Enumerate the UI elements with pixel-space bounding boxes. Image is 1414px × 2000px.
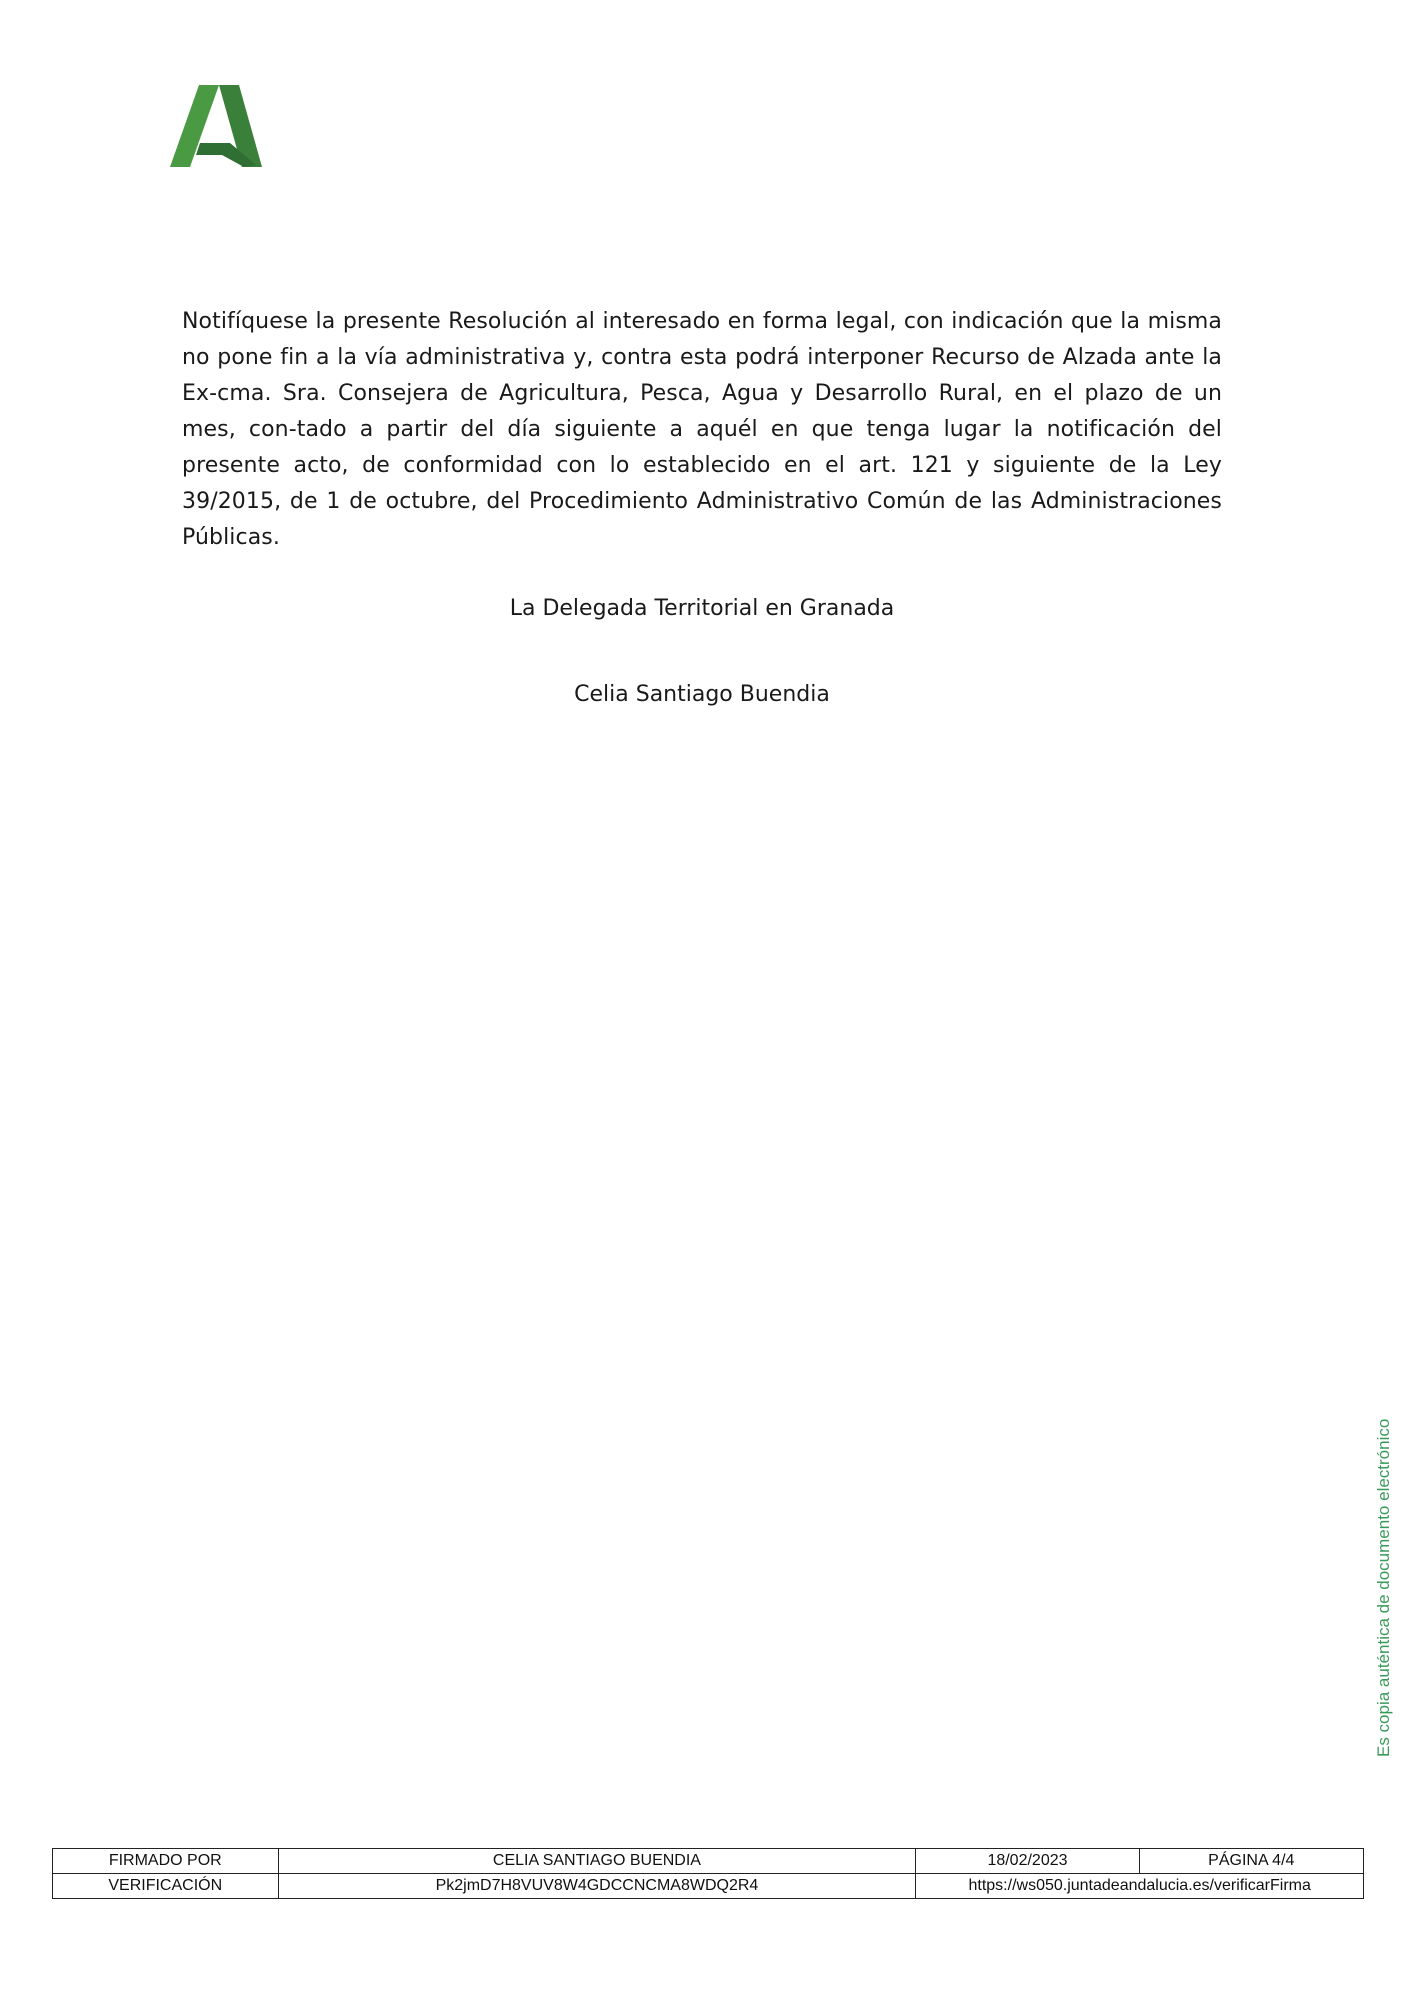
verification-url[interactable]: https://ws050.juntadeandalucia.es/verificarFirma: [916, 1874, 1364, 1899]
authentic-copy-note: Es copia auténtica de documento electrónico: [1374, 1418, 1393, 1757]
junta-de-andalucia-logo-icon: [170, 85, 262, 167]
signature-date: 18/02/2023: [916, 1849, 1139, 1874]
verification-code: Pk2jmD7H8VUV8W4GDCCNCMA8WDQ2R4: [278, 1874, 916, 1899]
page-number: PÁGINA 4/4: [1139, 1849, 1363, 1874]
signer-role: La Delegada Territorial en Granada: [509, 596, 895, 621]
verification-row: [53, 1874, 1364, 1899]
signature-verification-table: [52, 1848, 1364, 1899]
signer-name: Celia Santiago Buendia: [574, 682, 830, 707]
signed-by-label: FIRMADO POR: [53, 1849, 279, 1874]
signer-cell: CELIA SANTIAGO BUENDIA: [278, 1849, 916, 1874]
signed-by-row: [53, 1849, 1364, 1874]
verification-label: VERIFICACIÓN: [53, 1874, 279, 1899]
resolution-notification-paragraph: Notifíquese la presente Resolución al interesado en forma legal, con indicación que la misma no pone fin a la vía administrativa y, contra esta podrá interponer Recurso de Alzada ante la Ex-cma. Sra. Consejera de Agricultura, Pesca, Agua y Desarrollo Rural, en el plazo de un mes, con-tado a partir del día siguiente a aquél en que tenga lugar la notificación del presente acto, de conformidad con lo establecido en el art. 121 y siguiente de la Ley 39/2015, de 1 de octubre, del Procedimiento Administrativo Común de las Administraciones Públicas.: [182, 309, 1222, 550]
